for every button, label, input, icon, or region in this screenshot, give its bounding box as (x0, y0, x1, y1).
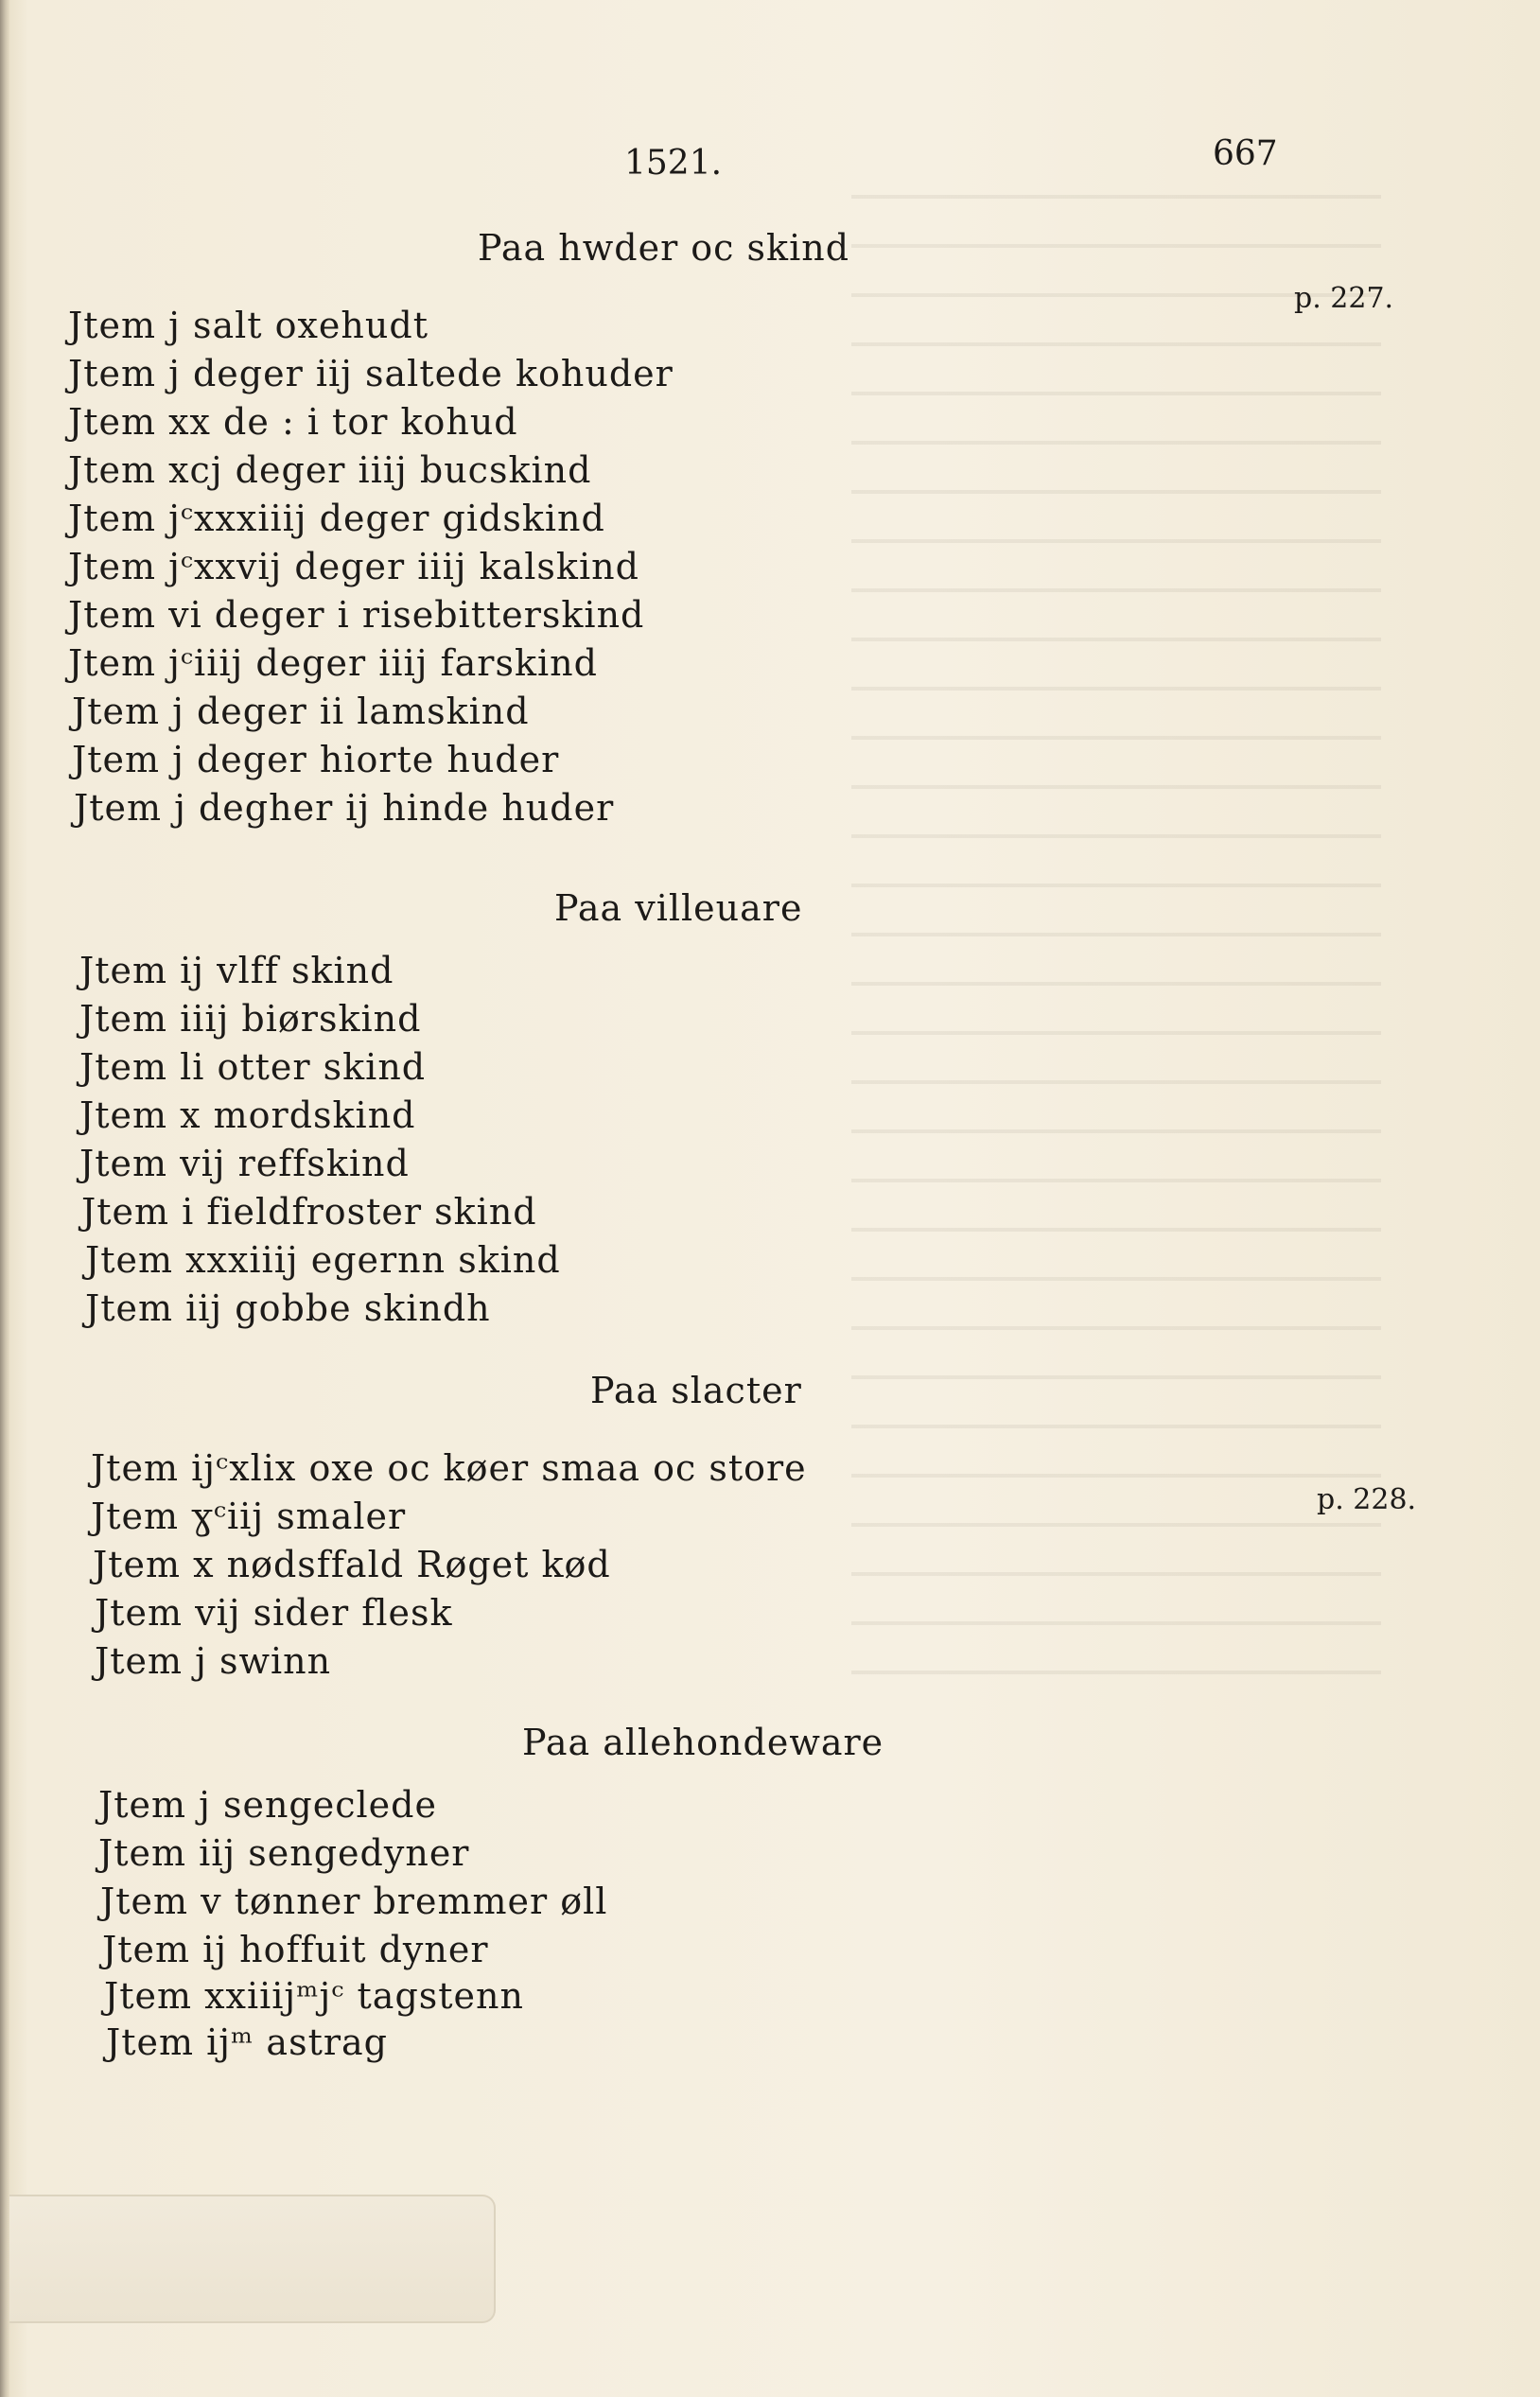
section-heading: Paa allehondeware (522, 1722, 884, 1763)
entry-line: Jtem xcj deger iiij bucskind (68, 449, 592, 491)
entry-line: Jtem x mordskind (79, 1094, 416, 1136)
entry-line: Jtem j deger iij saltede kohuder (68, 353, 674, 394)
entry-line: Jtem ijᶜxlix oxe oc køer smaa oc store (91, 1447, 807, 1489)
entry-line: Jtem ijᵐ astrag (106, 2021, 388, 2063)
section-heading: Paa slacter (590, 1370, 802, 1411)
margin-note-page-ref: p. 227. (1294, 282, 1394, 315)
entry-line: Jtem j swinn (95, 1640, 332, 1682)
show-through-bleed (851, 161, 1381, 1674)
entry-line: Jtem jᶜxxxiiij deger gidskind (68, 498, 605, 539)
entry-line: Jtem li otter skind (79, 1046, 427, 1088)
page-number: 667 (1213, 134, 1278, 173)
entry-line: Jtem vi deger i risebitterskind (68, 594, 645, 636)
section-heading: Paa villeuare (554, 887, 803, 929)
entry-line: Jtem vij reffskind (79, 1143, 410, 1184)
entry-line: Jtem v tønner bremmer øll (100, 1881, 608, 1922)
entry-line: Jtem ij vlff skind (79, 950, 394, 991)
entry-line: Jtem j sengeclede (98, 1784, 437, 1826)
page-header-year: 1521. (624, 144, 723, 183)
entry-line: Jtem xxxiiij egernn skind (85, 1239, 561, 1281)
entry-line: Jtem j deger ii lamskind (72, 691, 530, 732)
entry-line: Jtem iij sengedyner (98, 1832, 470, 1874)
entry-line: Jtem jᶜiiij deger iiij farskind (68, 642, 598, 684)
entry-line: Jtem j deghеr ij hinde huder (74, 787, 615, 829)
entry-line: Jtem i fieldfroster skind (81, 1191, 537, 1233)
entry-line: Jtem iij gobbe skindh (85, 1287, 491, 1329)
entry-line: Jtem xxiiijᵐjᶜ tagstenn (104, 1975, 524, 2017)
margin-note-page-ref: p. 228. (1317, 1483, 1417, 1516)
page-fold-tab (9, 2195, 496, 2323)
entry-line: Jtem jᶜxxvij deger iiij kalskind (68, 546, 639, 587)
section-heading: Paa hwder oc skind (478, 227, 850, 269)
entry-line: Jtem j deger hiorte huder (72, 739, 560, 780)
entry-line: Jtem x nødsffald Røget kød (93, 1544, 611, 1585)
page-binding-edge (0, 0, 9, 2397)
entry-line: Jtem ij hoffuit dyner (102, 1929, 489, 1970)
entry-line: Jtem j salt oxehudt (68, 305, 429, 346)
entry-line: Jtem iiij biørskind (79, 998, 422, 1040)
entry-line: Jtem ɣᶜiij smaler (91, 1496, 407, 1537)
entry-line: Jtem vij sider flesk (95, 1592, 453, 1634)
entry-line: Jtem xx de : i tor kohud (68, 401, 518, 443)
